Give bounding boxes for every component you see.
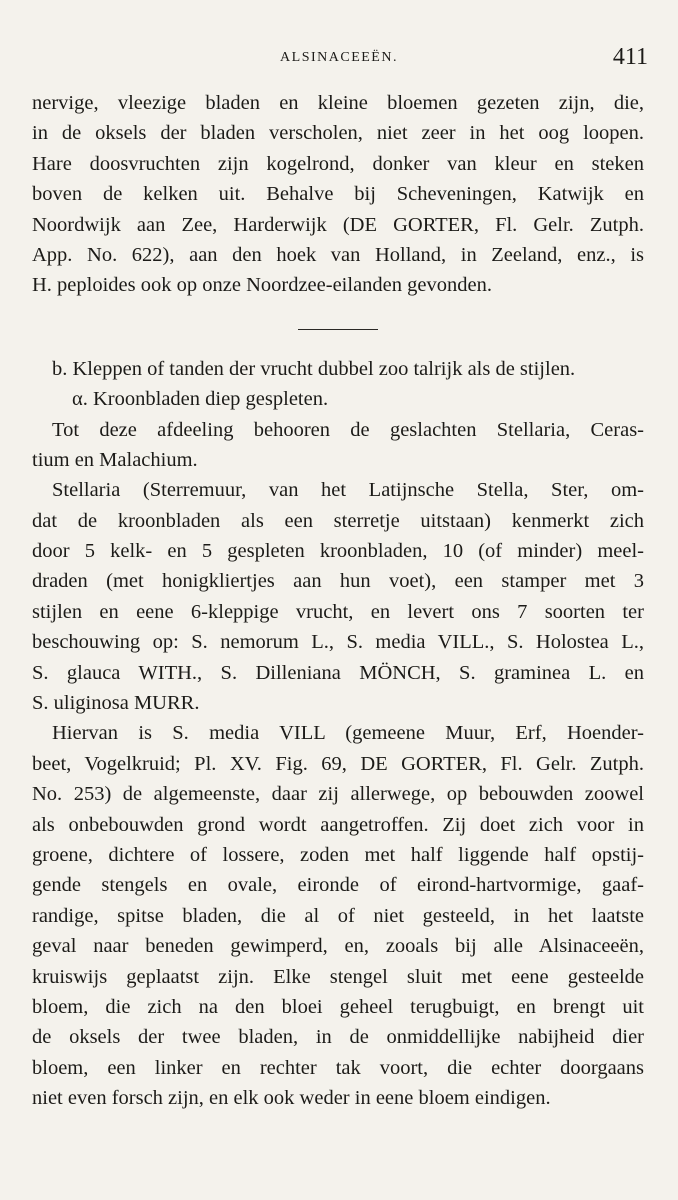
text-line: nervige, vleezige bladen en kleine bloemen gezeten zijn, die, (32, 92, 644, 114)
text-line: App. No. 622), aan den hoek van Holland, in Zeeland, enz., is (32, 243, 644, 266)
text-line: gende stengels en ovale, eironde of eirond-hartvormige, gaaf- (32, 874, 644, 897)
paragraph-genera (32, 415, 644, 476)
text-line: S. uliginosa MURR. (32, 692, 200, 715)
text-line: geval naar beneden gewimperd, en, zooals bij alle Alsinaceeën, (32, 935, 644, 958)
text-line: stijlen en eene 6-kleppige vrucht, en levert ons 7 soorten ter (32, 600, 644, 623)
section-divider (298, 329, 378, 330)
text-line: dat de kroonbladen als een sterretje uitstaan) kenmerkt zich (32, 509, 644, 532)
text-line: randige, spitse bladen, die al of niet gesteeld, in het laatste (32, 904, 644, 927)
text-line: boven de kelken uit. Behalve bij Scheveningen, Katwijk en (32, 183, 644, 206)
text-line: draden (met honigkliertjes aan hun voet), een stamper met 3 (32, 570, 644, 593)
text-line: groene, dichtere of lossere, zoden met half liggende half opstij- (32, 843, 644, 866)
text-line: Tot deze afdeeling behooren de geslachten Stellaria, Ceras- (52, 418, 644, 441)
text-line: niet even forsch zijn, en elk ook weder in eene bloem eindigen. (32, 1087, 551, 1110)
text-line: beschouwing op: S. nemorum L., S. media VILL., S. Holostea L., (32, 631, 644, 654)
text-line: Hare doosvruchten zijn kogelrond, donker van kleur en steken (32, 152, 644, 175)
key-heading-b: b. Kleppen of tanden der vrucht dubbel zoo talrijk als de stijlen. (52, 357, 576, 380)
text-line: de oksels der twee bladen, in de onmiddellijke nabijheid dier (32, 1026, 644, 1049)
text-line: H. peploides ook op onze Noordzee-eilanden gevonden. (32, 274, 492, 297)
text-line: in de oksels der bladen verscholen, niet zeer in het oog loopen. (32, 122, 644, 145)
text-line: tium en Malachium. (32, 448, 198, 471)
text-line: als onbebouwden grond wordt aangetroffen. Zij doet zich voor in (32, 813, 644, 836)
text-line: kruiswijs geplaatst zijn. Elke stengel sluit met eene gesteelde (32, 965, 644, 988)
text-line: bloem, die zich na den bloei geheel terugbuigt, en brengt uit (32, 995, 644, 1018)
text-line: No. 253) de algemeenste, daar zij allerwege, op bebouwden zoowel (32, 783, 644, 806)
page-number: 411 (612, 44, 648, 70)
text-line: S. glauca WITH., S. Dilleniana MÖNCH, S. graminea L. en (32, 661, 644, 684)
page-header (30, 44, 648, 78)
running-head: ALSINACEEËN. (280, 50, 398, 65)
text-line: bloem, een linker en rechter tak voort, die echter doorgaans (32, 1056, 644, 1079)
text-line: door 5 kelk- en 5 gespleten kroonbladen, 10 (of minder) meel- (32, 540, 644, 563)
paragraph-halianthus (32, 88, 644, 301)
key-heading-alpha: α. Kroonbladen diep gespleten. (72, 388, 329, 411)
text-line: beet, Vogelkruid; Pl. XV. Fig. 69, DE GORTER, Fl. Gelr. Zutph. (32, 752, 644, 775)
text-line: Noordwijk aan Zee, Harderwijk (DE GORTER, Fl. Gelr. Zutph. (32, 213, 644, 236)
text-line: Stellaria (Sterremuur, van het Latijnsche Stella, Ster, om- (52, 479, 644, 502)
text-line: Hiervan is S. media VILL (gemeene Muur, Erf, Hoender- (52, 722, 644, 745)
paragraph-stellaria-media (32, 718, 644, 1113)
body-text (32, 88, 644, 1114)
paragraph-stellaria (32, 475, 644, 718)
